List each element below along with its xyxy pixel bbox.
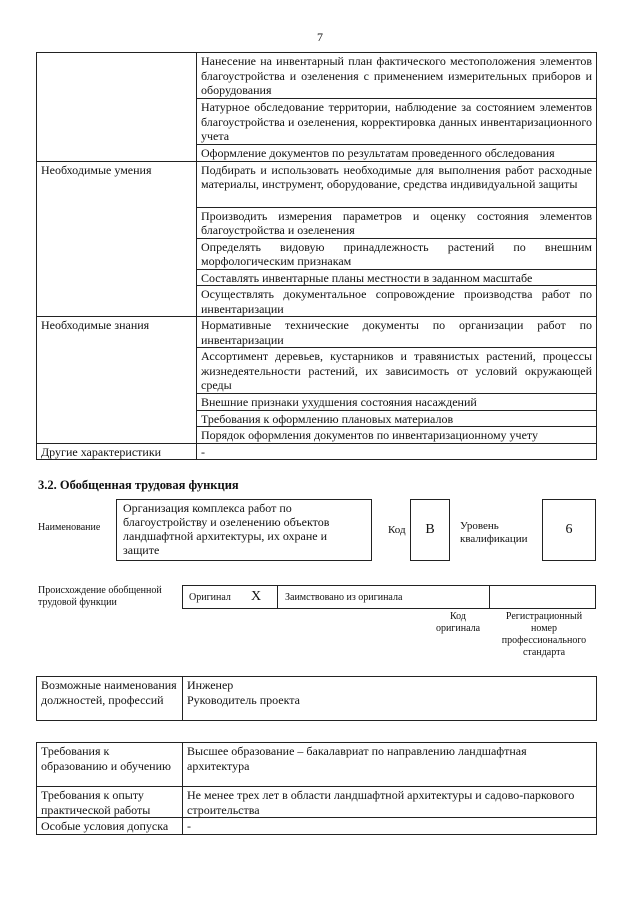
position-item: Инженер xyxy=(187,678,234,692)
knowledge-item: Требования к оформлению плановых материалов xyxy=(197,410,597,427)
requirement-label: Требования к образованию и обучению xyxy=(37,743,183,787)
level-value: 6 xyxy=(565,522,573,537)
origin-divider xyxy=(489,586,490,608)
origin-divider xyxy=(277,586,278,608)
original-label: Оригинал xyxy=(189,592,231,603)
knowledge-item: Нормативные технические документы по организации работ по инвентаризации xyxy=(197,317,597,348)
name-label: Наименование xyxy=(38,522,101,533)
row-label-other: Другие характеристики xyxy=(37,443,197,460)
level-box xyxy=(542,499,596,561)
other-item: - xyxy=(197,443,597,460)
requirement-value: Высшее образование – бакалавриат по направлению ландшафтная архитектура xyxy=(183,743,597,787)
knowledge-item: Порядок оформления документов по инвентаризационному учету xyxy=(197,427,597,444)
page-number: 7 xyxy=(317,30,323,44)
labor-action-item: Нанесение на инвентарный план фактического местоположения элементов благоустройства и озеленения с применением измерительных приборов и оборудования xyxy=(197,53,597,99)
function-name-box xyxy=(116,499,372,561)
knowledge-item: Внешние признаки ухудшения состояния насаждений xyxy=(197,394,597,411)
row-label-continued xyxy=(37,53,197,162)
regnum-caption: Регистрационный номер профессионального стандарта xyxy=(501,611,587,658)
labor-action-item: Оформление документов по результатам проведенного обследования xyxy=(197,145,597,162)
level-label: Уровень квалификации xyxy=(460,520,528,545)
row-label-skills: Необходимые умения xyxy=(37,161,197,317)
code-label: Код xyxy=(388,524,406,536)
borrowed-label: Заимствовано из оригинала xyxy=(285,592,403,603)
code-box xyxy=(410,499,450,561)
function-name-value: Организация комплекса работ по благоустройству и озеленению объектов ландшафтной архитектуры, их охране и защите xyxy=(123,501,330,557)
skill-item: Подбирать и использовать необходимые для выполнения работ расходные материалы, инструмент, оборудование, средства индивидуальной защиты xyxy=(197,161,597,207)
skill-item: Производить измерения параметров и оценку состояния элементов благоустройства и озеленения xyxy=(197,207,597,238)
requirements-table xyxy=(36,742,597,835)
skill-item: Составлять инвентарные планы местности в заданном масштабе xyxy=(197,269,597,286)
positions-label: Возможные наименования должностей, профессий xyxy=(37,677,183,721)
code-caption: Код оригинала xyxy=(435,611,481,634)
skill-item: Определять видовую принадлежность растений по внешним морфологическим признакам xyxy=(197,238,597,269)
skill-item: Осуществлять документальное сопровождение производства работ по инвентаризации xyxy=(197,286,597,317)
positions-table xyxy=(36,676,597,721)
section-title: 3.2. Обобщенная трудовая функция xyxy=(38,478,239,492)
origin-label: Происхождение обобщенной трудовой функции xyxy=(38,585,162,608)
origin-box xyxy=(182,585,596,609)
requirement-value: - xyxy=(183,818,597,835)
code-value: B xyxy=(425,522,435,537)
labor-action-item: Натурное обследование территории, наблюдение за состоянием элементов благоустройства и озеленения, корректировка данных инвентаризационного учета xyxy=(197,99,597,145)
knowledge-item: Ассортимент деревьев, кустарников и травянистых растений, процессы жизнедеятельности растений, их зависимость от условий окружающей среды xyxy=(197,348,597,394)
requirement-label: Особые условия допуска xyxy=(37,818,183,835)
requirement-value: Не менее трех лет в области ландшафтной архитектуры и садово-паркового строительства xyxy=(183,787,597,818)
competency-table xyxy=(36,52,597,460)
position-item: Руководитель проекта xyxy=(187,692,300,707)
requirement-label: Требования к опыту практической работы xyxy=(37,787,183,818)
row-label-knowledge: Необходимые знания xyxy=(37,317,197,444)
original-mark: X xyxy=(251,589,262,604)
positions-values xyxy=(183,677,597,721)
